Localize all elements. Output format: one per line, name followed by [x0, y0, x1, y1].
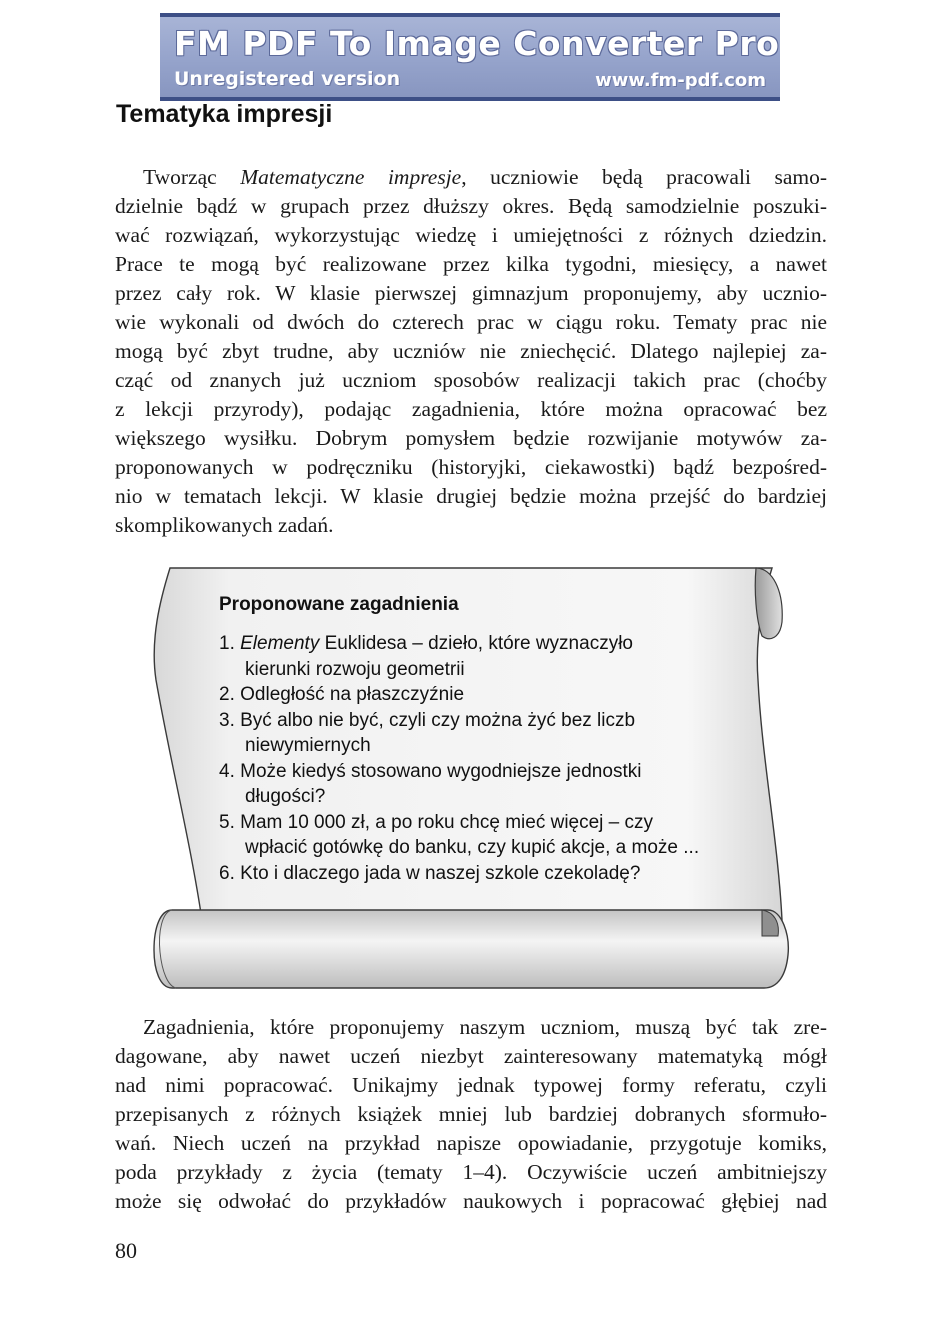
banner-url: www.fm-pdf.com — [595, 70, 766, 91]
paragraph-line: przez cały rok. W klasie pierwszej gimnazjum proponujemy, aby ucznio- — [115, 281, 827, 305]
paragraph-line: poda przykłady z życia (tematy 1–4). Oczywiście uczeń ambitniejszy — [115, 1160, 827, 1184]
paragraph-conclusion — [115, 1013, 827, 1216]
scroll-top-curl — [755, 568, 782, 639]
paragraph-line: wać rozwiązań, wykorzystując wiedzę i umiejętności z różnych dziedzin. — [115, 223, 827, 247]
list-item: 3. Być albo nie być, czyli czy można żyć bez liczb niewymiernych — [219, 709, 636, 756]
section-title: Tematyka impresji — [116, 100, 333, 128]
paragraph-line: przepisanych z różnych książek mniej lub bardziej dobranych sformuło- — [115, 1102, 827, 1126]
paragraph-line: może się odwołać do przykładów naukowych i popracować głębiej nad — [115, 1189, 827, 1213]
banner-title: FM PDF To Image Converter Pro — [174, 24, 780, 63]
paragraph-line: większego wysiłku. Dobrym pomysłem będzie rozwijanie motywów za- — [115, 426, 827, 450]
paragraph-line: dagowane, aby nawet uczeń niezbyt zainteresowany matematyką mógł — [115, 1044, 827, 1068]
list-item: 4. Może kiedyś stosowano wygodniejsze jednostki długości? — [219, 760, 642, 807]
paragraph-line: cząć od znanych już uczniom sposobów realizacji takich prac (choćby — [115, 368, 827, 392]
watermark-banner — [160, 13, 780, 101]
list-item: 6. Kto i dlaczego jada w naszej szkole czekoladę? — [219, 862, 641, 884]
list-item: 5. Mam 10 000 zł, a po roku chcę mieć więcej – czy wpłacić gotówkę do banku, czy kupić akcje, a może ... — [219, 811, 700, 858]
paragraph-line: wie wykonali od dwóch do czterech prac w ciągu roku. Tematy prac nie — [115, 310, 827, 334]
paragraph-line: dzielnie bądź w grupach przez dłuższy okres. Będą samodzielnie poszuki- — [115, 194, 827, 218]
paragraph-line: z lekcji przyrody), podając zagadnienia, które można opracować bez — [115, 397, 827, 421]
paragraph-line: mogą być zbyt trudne, aby uczniów nie zniechęcić. Dlatego najlepiej za- — [115, 339, 827, 363]
paragraph-intro — [115, 163, 827, 540]
paragraph-line: proponowanych w podręczniku (historyjki, ciekawostki) bądź bezpośred- — [115, 455, 827, 479]
paragraph-line: nad nimi popracować. Unikajmy jednak typowej formy referatu, czyli — [115, 1073, 827, 1097]
scroll-content — [219, 593, 759, 886]
paragraph-line: wań. Niech uczeń na przykład napisze opowiadanie, przygotuje komiks, — [115, 1131, 827, 1155]
paragraph-line: Zagadnienia, które proponujemy naszym uczniom, muszą być tak zre- — [143, 1015, 827, 1039]
emphasis-title: Matematyczne impresje — [240, 165, 462, 189]
banner-subtitle: Unregistered version — [174, 68, 401, 90]
list-item: 2. Odległość na płaszczyźnie — [219, 684, 465, 705]
paragraph-line: Prace te mogą być realizowane przez kilka tygodni, miesięcy, a nawet — [115, 252, 827, 276]
page-number: 80 — [115, 1238, 137, 1263]
scroll-heading: Proponowane zagadnienia — [219, 594, 459, 615]
list-item: 1. Elementy Euklidesa – dzieło, które wyznaczyło kierunki rozwoju geometrii — [219, 633, 633, 680]
paragraph-line: skomplikowanych zadań. — [115, 513, 334, 537]
paragraph-line: nio w tematach lekcji. W klasie drugiej będzie można przejść do bardziej — [115, 484, 827, 508]
paragraph-line: Tworząc Matematyczne impresje, uczniowie będą pracowali samo- — [143, 165, 828, 189]
scroll-bottom-roll — [154, 910, 788, 988]
